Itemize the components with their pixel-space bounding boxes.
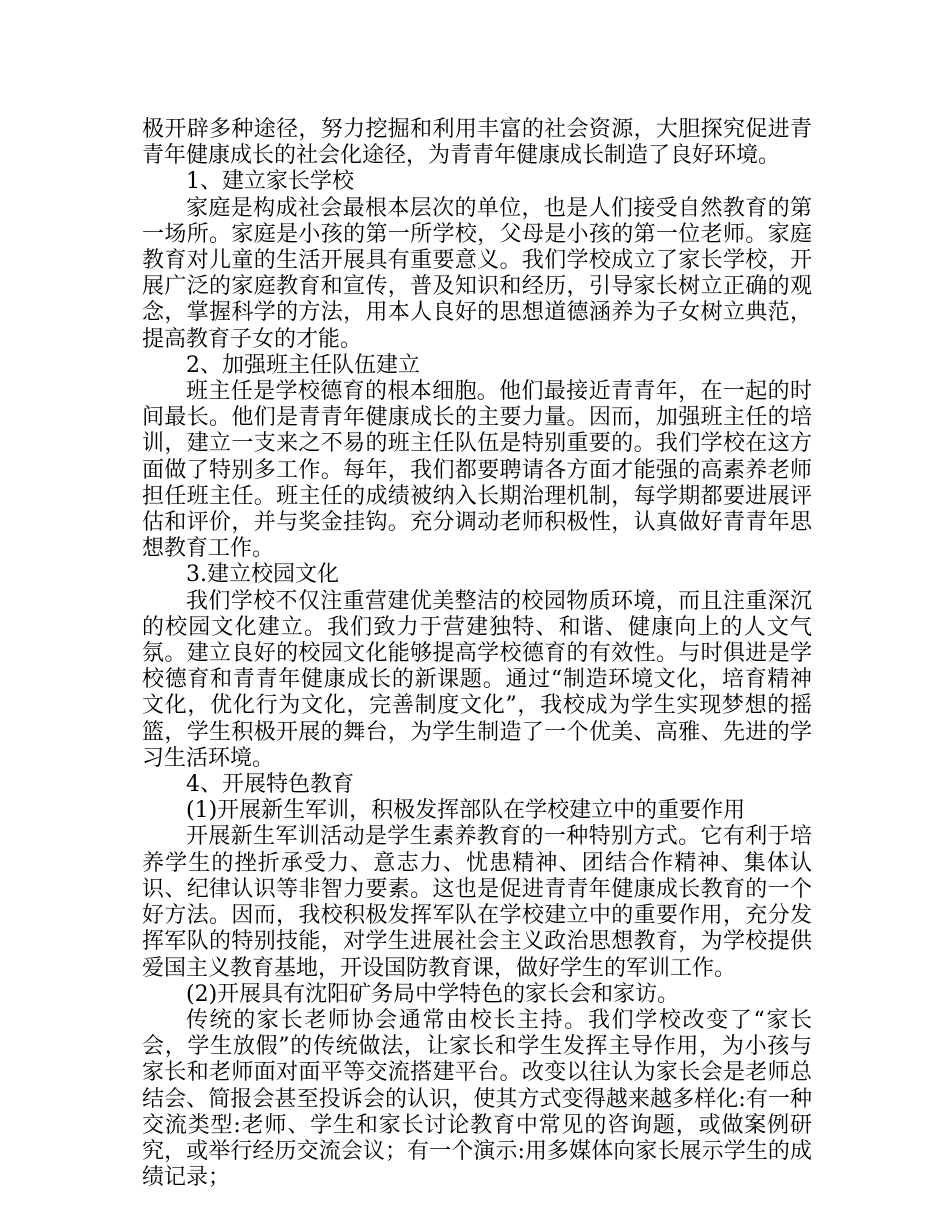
section-heading-head-teachers: 2、加强班主任队伍建立 <box>186 352 420 378</box>
section-heading-special-education: 4、开展特色教育 <box>186 772 354 798</box>
paragraph-campus-culture: 我们学校不仅注重营建优美整洁的校园物质环境，而且注重深沉的校园文化建立。我们致力于营建独特、和谐、健康向上的人文气氛。建立良好的校园文化能够提高学校德育的有效性。与时俱进是学校德育和青青年健康成长的新课题。通过“制造环境文化，培育精神文化，优化行为文化，完善制度文化”，我校成为学生实现梦想的摇篮，学生积极开展的舞台，为学生制造了一个优美、高雅、先进的学习生活环境。 <box>142 588 812 771</box>
subsection-heading-military-training: (1)开展新生军训，积极发挥部队在学校建立中的重要作用 <box>186 798 746 824</box>
paragraph-parent-school: 家庭是构成社会最根本层次的单位，也是人们接受自然教育的第一场所。家庭是小孩的第一所学校，父母是小孩的第一位老师。家庭教育对儿童的生活开展具有重要意义。我们学校成立了家长学校，开展广泛的家庭教育和宣传，普及知识和经历，引导家长树立正确的观念，掌握科学的方法，用本人良好的思想道德涵养为子女树立典范，提高教育子女的才能。 <box>142 195 812 352</box>
paragraph-continuation: 极开辟多种途径，努力挖掘和利用丰富的社会资源，大胆探究促进青青年健康成长的社会化途径，为青青年健康成长制造了良好环境。 <box>142 117 812 169</box>
section-heading-parent-school: 1、建立家长学校 <box>186 169 354 195</box>
document-body <box>142 117 812 1191</box>
paragraph-head-teachers: 班主任是学校德育的根本细胞。他们最接近青青年，在一起的时间最长。他们是青青年健康成长的主要力量。因而，加强班主任的培训，建立一支来之不易的班主任队伍是特别重要的。我们学校在这方面做了特别多工作。每年，我们都要聘请各方面才能强的高素养老师担任班主任。班主任的成绩被纳入长期治理机制，每学期都要进展评估和评价，并与奖金挂钩。充分调动老师积极性，认真做好青青年思想教育工作。 <box>142 379 812 562</box>
subsection-heading-parent-meetings: (2)开展具有沈阳矿务局中学特色的家长会和家访。 <box>186 981 680 1007</box>
paragraph-military-training: 开展新生军训活动是学生素养教育的一种特别方式。它有利于培养学生的挫折承受力、意志力、忧患精神、团结合作精神、集体认识、纪律认识等非智力要素。这也是促进青青年健康成长教育的一个好方法。因而，我校积极发挥军队在学校建立中的重要作用，充分发挥军队的特别技能，对学生进展社会主义政治思想教育，为学校提供爱国主义教育基地，开设国防教育课，做好学生的军训工作。 <box>142 824 812 981</box>
paragraph-parent-meetings: 传统的家长老师协会通常由校长主持。我们学校改变了“家长会，学生放假”的传统做法，让家长和学生发挥主导作用，为小孩与家长和老师面对面平等交流搭建平台。改变以往认为家长会是老师总结会、简报会甚至投诉会的认识，使其方式变得越来越多样化:有一种交流类型:老师、学生和家长讨论教育中常见的咨询题，或做案例研究，或举行经历交流会议；有一个演示:用多媒体向家长展示学生的成绩记录； <box>142 1007 812 1191</box>
section-heading-campus-culture: 3.建立校园文化 <box>186 562 339 588</box>
